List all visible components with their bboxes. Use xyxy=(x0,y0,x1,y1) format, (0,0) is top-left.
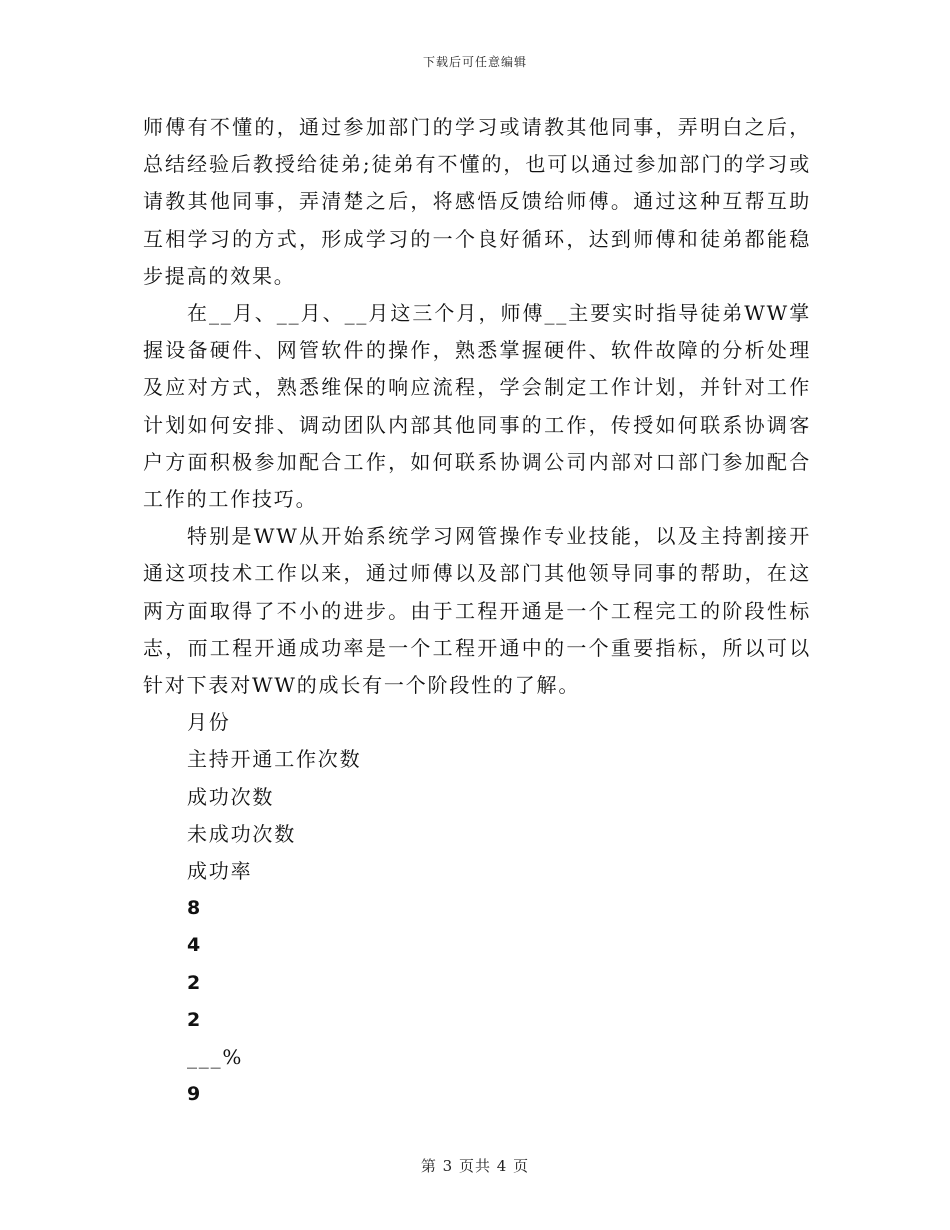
table-cell-month: 8 xyxy=(187,897,203,920)
table-cell-fail-count: 2 xyxy=(187,1008,203,1031)
document-body xyxy=(143,109,811,1113)
table-header-open-count: 主持开通工作次数 xyxy=(187,747,362,772)
table-cell-success-rate: ___% xyxy=(187,1044,244,1069)
table-header-success-rate: 成功率 xyxy=(187,859,253,883)
page-footer: 第 3 页共 4 页 xyxy=(420,1157,530,1175)
table-cell-open-count: 4 xyxy=(187,934,203,957)
page-header: 下载后可任意编辑 xyxy=(422,55,527,69)
table-header-fail-count: 未成功次数 xyxy=(187,821,296,846)
table-cell-success-count: 2 xyxy=(187,971,203,994)
table-as-lines xyxy=(143,704,811,1113)
table-cell-month-next: 9 xyxy=(187,1083,203,1106)
table-header-month: 月份 xyxy=(187,710,231,735)
paragraph-2: 在__月、__月、__月这三个月，师傅__主要实时指导徒弟WW掌握设备硬件、网管软件的操作，熟悉掌握硬件、软件故障的分析处理及应对方式，熟悉维保的响应流程，学会制定工作计划，并针对工作计划如何安排、调动团队内部其他同事的工作，传授如何联系协调客户方面积极参加配合工作，如何联系协调公司内部对口部门参加配合工作的工作技巧。 xyxy=(143,301,811,512)
paragraph-3: 特别是WW从开始系统学习网管操作专业技能，以及主持割接开通这项技术工作以来，通过师傅以及部门其他领导同事的帮助，在这两方面取得了不小的进步。由于工程开通是一个工程完工的阶段性标志，而工程开通成功率是一个工程开通中的一个重要指标，所以可以针对下表对WW的成长有一个阶段性的了解。 xyxy=(143,524,811,698)
table-header-success-count: 成功次数 xyxy=(187,784,275,809)
paragraph-1: 师傅有不懂的，通过参加部门的学习或请教其他同事，弄明白之后，总结经验后教授给徒弟;徒弟有不懂的，也可以通过参加部门的学习或请教其他同事，弄清楚之后，将感悟反馈给师傅。通过这种互帮互助互相学习的方式，形成学习的一个良好循环，达到师傅和徒弟都能稳步提高的效果。 xyxy=(143,115,811,288)
